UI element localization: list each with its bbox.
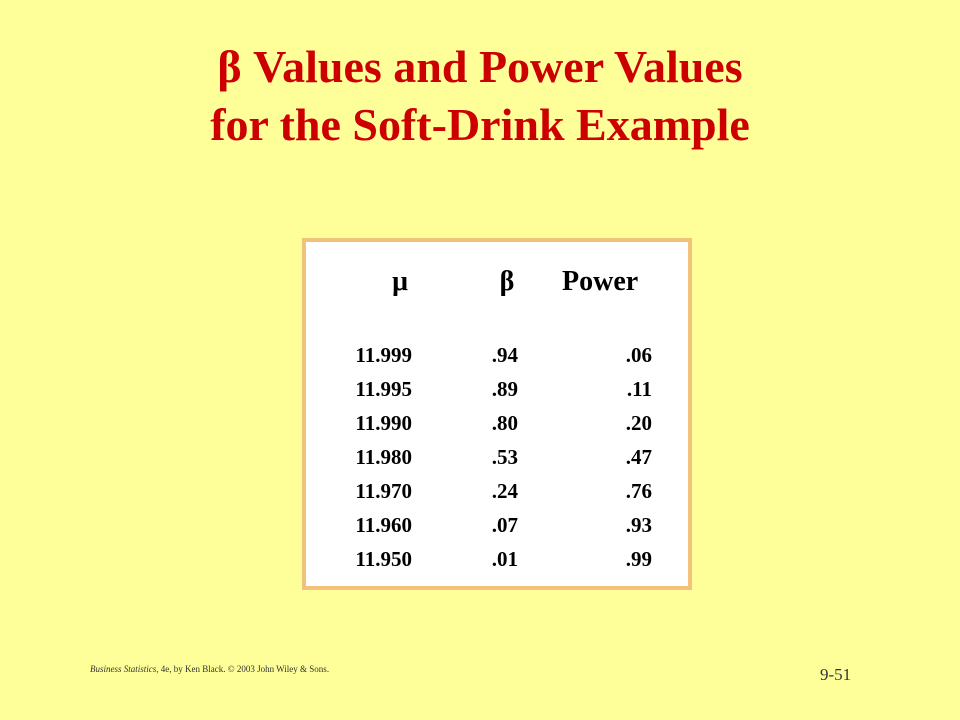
table-row: [0, 372, 960, 406]
footer-credit: [90, 664, 329, 674]
table-row: [0, 474, 960, 508]
cell-beta: .94: [491, 343, 518, 367]
cell-beta: .53: [491, 445, 518, 469]
table-row: [0, 406, 960, 440]
header-beta: β: [499, 266, 515, 297]
cell-mu: 11.999: [355, 343, 412, 367]
footer-credit-text: , 4e, by Ken Black. © 2003 John Wiley & Sons.: [156, 664, 330, 674]
slide-number: 9-51: [820, 665, 852, 684]
cell-mu: 11.980: [355, 445, 412, 469]
cell-power: .11: [626, 377, 652, 401]
slide-title-line-1: β Values and Power Values: [217, 41, 743, 92]
cell-mu: 11.995: [355, 377, 412, 401]
cell-power: .06: [625, 343, 652, 367]
cell-mu: 11.990: [355, 411, 412, 435]
cell-mu: 11.950: [355, 547, 412, 571]
cell-mu: 11.970: [355, 479, 412, 503]
table-row: [0, 338, 960, 372]
cell-mu: 11.960: [355, 513, 412, 537]
table-row: [0, 542, 960, 576]
cell-beta: .24: [491, 479, 518, 503]
cell-beta: .01: [491, 547, 518, 571]
cell-power: .20: [625, 411, 652, 435]
header-mu: μ: [392, 266, 408, 297]
slide-title-line-2: for the Soft-Drink Example: [210, 99, 750, 150]
slide-title: [0, 38, 960, 154]
cell-power: .99: [625, 547, 652, 571]
footer-book-title: Business Statistics: [90, 664, 157, 674]
cell-beta: .89: [491, 377, 518, 401]
header-power: Power: [562, 266, 639, 297]
cell-beta: .80: [491, 411, 518, 435]
cell-power: .76: [625, 479, 652, 503]
table-row: [0, 440, 960, 474]
cell-beta: .07: [491, 513, 518, 537]
table-row: [0, 508, 960, 542]
cell-power: .47: [625, 445, 652, 469]
cell-power: .93: [625, 513, 652, 537]
